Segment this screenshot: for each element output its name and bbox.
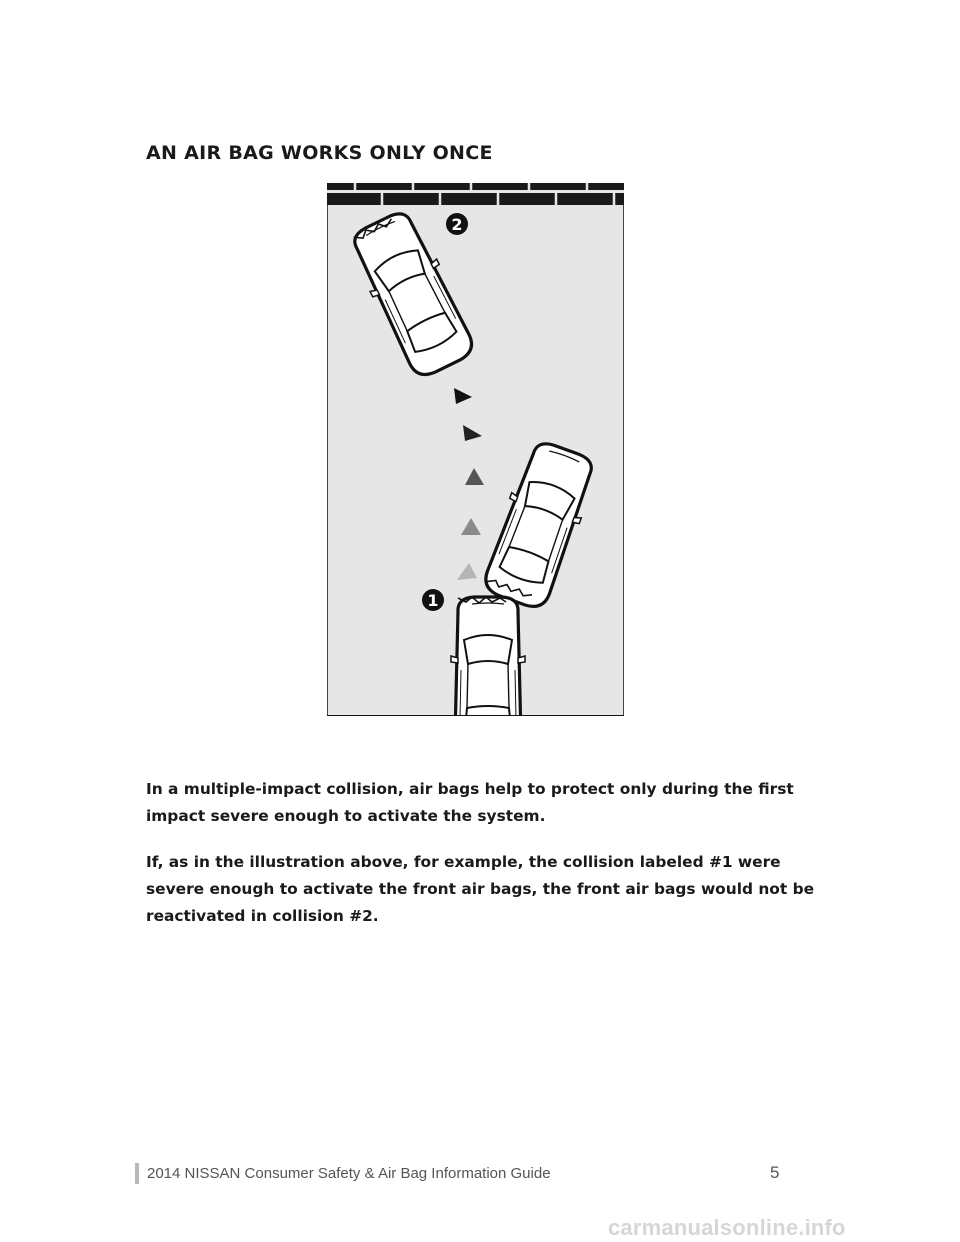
wall	[327, 183, 624, 205]
collision-label-2	[446, 213, 468, 235]
footer-guide-title: 2014 NISSAN Consumer Safety & Air Bag Information Guide	[147, 1165, 551, 1182]
paragraph-example: If, as in the illustration above, for example, the collision labeled #1 were severe enough to activate the front air bags, the front air bags would not be reactivated in collision #2.	[146, 853, 815, 925]
collision-illustration	[327, 183, 624, 716]
car-3-stationary	[451, 597, 525, 716]
page-number: 5	[770, 1163, 780, 1182]
collision-label-2-text: 2	[451, 215, 463, 234]
collision-label-1	[422, 589, 444, 611]
section-title: AN AIR BAG WORKS ONLY ONCE	[146, 142, 493, 164]
watermark: carmanualsonline.info	[608, 1215, 846, 1240]
footer-accent-bar	[135, 1163, 139, 1184]
paragraph-multiple-impact: In a multiple-impact collision, air bags help to protect only during the first impact severe enough to activate the system.	[146, 780, 794, 825]
collision-label-1-text: 1	[427, 591, 439, 610]
